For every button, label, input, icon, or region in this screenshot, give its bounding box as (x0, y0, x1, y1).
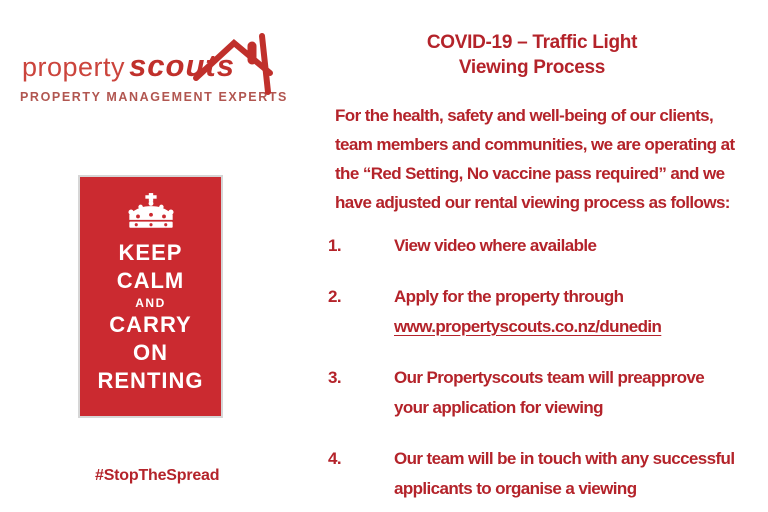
list-item-line: Our Propertyscouts team will preapprove (394, 368, 705, 387)
intro-line-1: For the health, safety and well-being of our clients, (335, 106, 714, 125)
poster-line-calm: CALM (116, 268, 185, 293)
list-item-number: 3. (328, 368, 341, 387)
crown-icon (125, 193, 177, 233)
keep-calm-poster (78, 175, 223, 418)
page-title-line-2: Viewing Process (458, 57, 606, 78)
poster-line-renting: RENTING (97, 368, 204, 393)
logo-tagline: PROPERTY MANAGEMENT EXPERTS (20, 90, 288, 104)
intro-line-4: have adjusted our rental viewing process as follows: (335, 193, 730, 212)
poster-line-on: ON (133, 340, 168, 365)
page-title (320, 30, 744, 80)
url-link[interactable]: www.propertyscouts.co.nz/dunedin (394, 317, 662, 336)
list-item-text (394, 282, 661, 342)
list-item (328, 231, 734, 261)
list-item-text (394, 444, 734, 504)
intro-paragraph (335, 101, 735, 217)
list-item-text (394, 231, 596, 261)
propertyscouts-logo (20, 14, 288, 104)
list-item (328, 444, 734, 504)
list-item (328, 363, 734, 423)
list-item-number: 4. (328, 449, 341, 468)
list-item-text (394, 363, 704, 423)
list-item-line: applicants to organise a viewing (394, 479, 637, 498)
list-item-line: View video where available (394, 236, 597, 255)
brand-text (22, 48, 235, 84)
list-item-line: Apply for the property through (394, 287, 624, 306)
intro-line-2: team members and communities, we are operating at (335, 135, 735, 154)
brand-word-property: property (22, 52, 126, 82)
poster-line-keep: KEEP (118, 240, 183, 265)
viewing-process-list (328, 231, 734, 512)
stop-the-spread-hashtag: #StopTheSpread (95, 467, 220, 484)
poster-line-and: AND (135, 296, 166, 310)
poster-line-carry: CARRY (109, 312, 192, 337)
intro-line-3: the “Red Setting, No vaccine pass required” and we (335, 164, 725, 183)
list-item-number: 2. (328, 287, 341, 306)
page-title-line-1: COVID-19 – Traffic Light (426, 32, 638, 53)
brand-row (20, 14, 280, 86)
brand-word-scouts: scouts (129, 48, 235, 83)
list-item (328, 282, 734, 342)
list-item-line: Our team will be in touch with any successful (394, 449, 735, 468)
list-item-line: your application for viewing (394, 398, 603, 417)
list-item-number: 1. (328, 236, 341, 255)
